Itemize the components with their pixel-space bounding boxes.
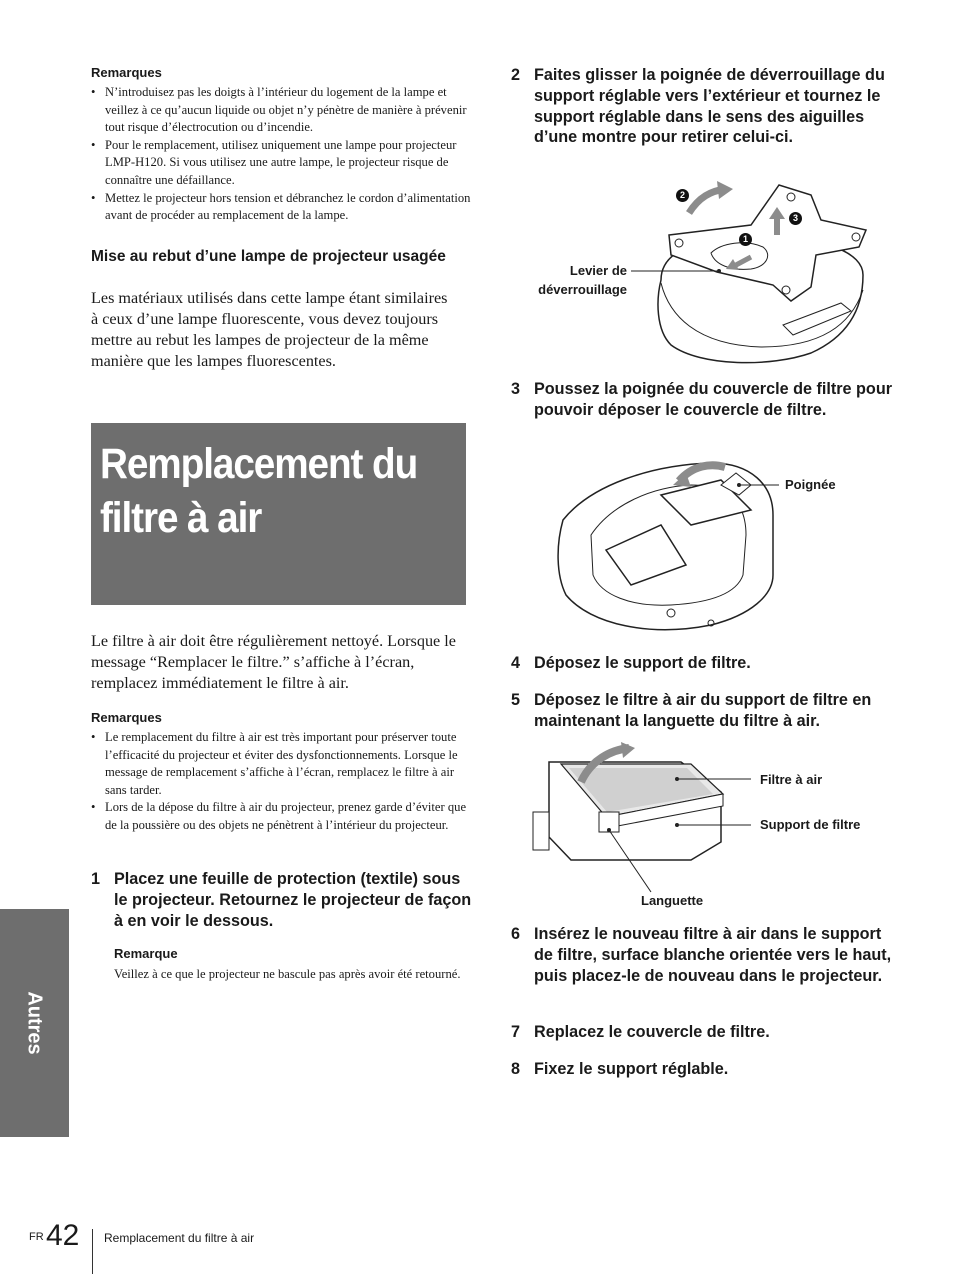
- notes-heading: Remarques: [91, 65, 162, 80]
- step-1: [91, 869, 476, 931]
- note-item: • Le remplacement du filtre à air est très important pour préserver toute l’efficacité du projecteur et éviter des dysfonctionnements. Lorsque le message de remplacement s’affiche à l’écran, remplacez le filtre à air sans tarder.: [91, 729, 469, 799]
- notes-heading: Remarques: [91, 710, 162, 725]
- section-title: Remplacement du filtre à air: [100, 440, 418, 542]
- note-item: • Mettez le projecteur hors tension et débranchez le cordon d’alimentation avant de procéder au remplacement de la lampe.: [91, 190, 471, 225]
- figure-label: Filtre à air: [760, 772, 823, 787]
- disposal-text: Les matériaux utilisés dans cette lampe étant similaires à ceux d’une lampe fluorescente, vous devez toujours mettre au rebut les lampes de projecteur de la même manière que les lampes fluorescentes.: [91, 289, 448, 370]
- step-text: Placez une feuille de protection (textile) sous le projecteur. Retournez le projecteur de façon à en voir le dessous.: [114, 870, 472, 930]
- footer-divider: [92, 1229, 93, 1274]
- step-4: [511, 653, 896, 674]
- figure-label: Languette: [641, 893, 704, 908]
- notes-list: [91, 84, 471, 225]
- step-number: 6: [511, 925, 521, 943]
- figure-label: Support de filtre: [760, 817, 861, 832]
- label-line: Levier de: [569, 263, 627, 278]
- step-number: 4: [511, 654, 521, 672]
- note-item: • Pour le remplacement, utilisez uniquement une lampe pour projecteur LMP-H120. Si vous utilisez une autre lampe, le projecteur risque de connaître une défaillance.: [91, 137, 471, 190]
- marker-1: 1: [739, 233, 752, 246]
- step-text: Replacez le couvercle de filtre.: [534, 1023, 770, 1041]
- step-number: 8: [511, 1060, 521, 1078]
- marker-3: 3: [789, 212, 802, 225]
- step-text: Insérez le nouveau filtre à air dans le support de filtre, surface blanche orientée vers le haut, puis placez-le de nouveau dans le projecteur.: [534, 925, 892, 985]
- step-6: [511, 924, 896, 986]
- side-tab: [0, 909, 69, 1137]
- marker-2: 2: [676, 189, 689, 202]
- step-text: Poussez la poignée du couvercle de filtre pour pouvoir déposer le couvercle de filtre.: [534, 380, 893, 419]
- footer-section: Remplacement du filtre à air: [104, 1231, 255, 1245]
- step-5: [511, 690, 896, 732]
- step-8: [511, 1059, 896, 1080]
- note-item: • Lors de la dépose du filtre à air du projecteur, prenez garde d’éviter que de la poussière ou des objets ne pénètrent à l’intérieur du projecteur.: [91, 799, 469, 834]
- section-title-block: [91, 423, 466, 605]
- step-number: 2: [511, 66, 521, 84]
- figure-label: Poignée: [785, 477, 836, 492]
- step-text: Faites glisser la poignée de déverrouillage du support réglable vers l’extérieur et tournez le support réglable dans le sens des aiguilles d’une montre pour retirer celui-ci.: [534, 66, 885, 147]
- figure-adjuster-removal: [511, 175, 891, 375]
- step-text: Déposez le filtre à air du support de filtre en maintenant la languette du filtre à air.: [534, 691, 872, 730]
- footer-page-number: 42: [46, 1219, 80, 1252]
- side-tab-label: Autres: [23, 991, 46, 1055]
- step-number: 5: [511, 691, 521, 709]
- step-text: Fixez le support réglable.: [534, 1060, 729, 1078]
- step-number: 7: [511, 1023, 521, 1041]
- note-heading: Remarque: [114, 946, 178, 961]
- notes-list: [91, 729, 469, 835]
- disposal-heading: Mise au rebut d’une lampe de projecteur usagée: [91, 248, 446, 265]
- figure-filter-cover: [511, 455, 891, 640]
- step-number: 3: [511, 380, 521, 398]
- footer-lang: FR: [29, 1231, 44, 1243]
- step-7: [511, 1022, 896, 1043]
- label-line: déverrouillage: [538, 282, 627, 297]
- note-item: • N’introduisez pas les doigts à l’intérieur du logement de la lampe et veillez à ce qu’aucun liquide ou objet n’y pénètre de manière à prévenir tout risque d’électrocution ou d’incendie.: [91, 84, 471, 137]
- figure-air-filter: [511, 742, 891, 914]
- step-text: Déposez le support de filtre.: [534, 654, 751, 672]
- note-text: Veillez à ce que le projecteur ne bascule pas après avoir été retourné.: [114, 967, 461, 981]
- step-2: [511, 65, 896, 148]
- figure-label: [511, 261, 627, 299]
- step-number: 1: [91, 870, 101, 888]
- step-3: [511, 379, 896, 421]
- intro-text: Le filtre à air doit être régulièrement nettoyé. Lorsque le message “Remplacer le filtre.” s’affiche à l’écran, remplacez immédiatement le filtre à air.: [91, 632, 456, 692]
